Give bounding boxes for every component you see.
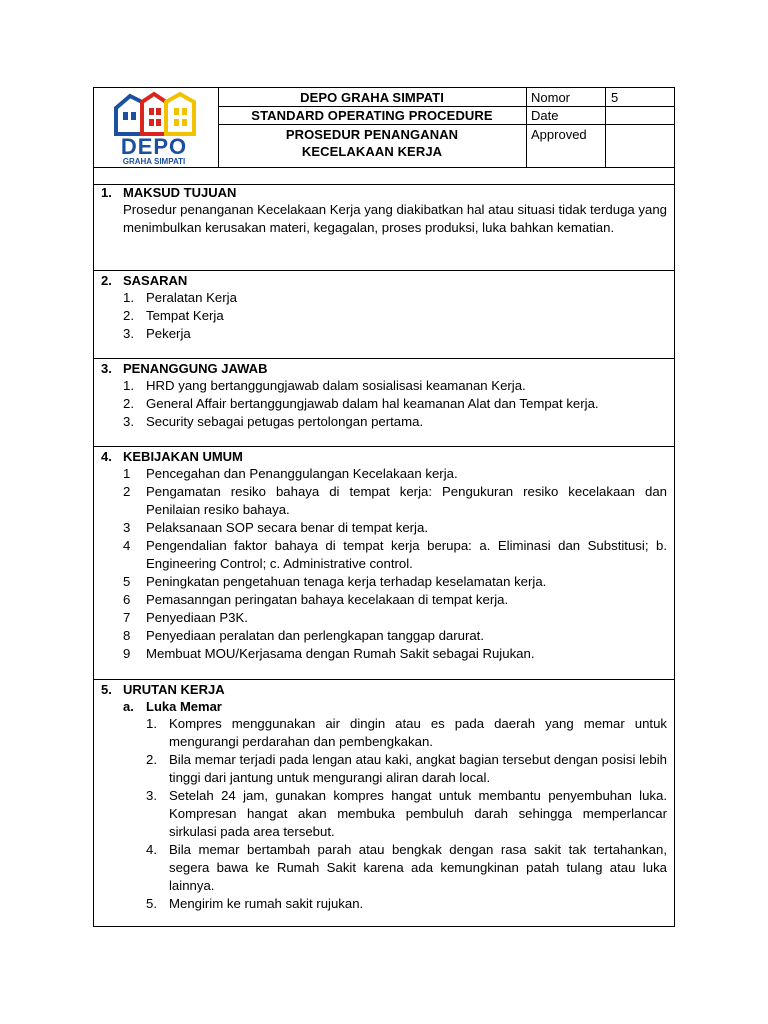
- divider: [218, 124, 674, 125]
- logo-sub-text: GRAHA SIMPATI: [122, 157, 186, 166]
- list-item: 1. HRD yang bertanggungjawab dalam sosialisasi keamanan Kerja.: [123, 378, 526, 393]
- section-sasaran: [94, 272, 674, 358]
- sop-document: [93, 87, 675, 927]
- section-heading: 2. SASARAN: [101, 273, 188, 288]
- list-item: 3. Security sebagai petugas pertolongan pertama.: [123, 414, 424, 429]
- list-item: 1 Pencegahan dan Penanggulangan Kecelakaan kerja.: [123, 466, 458, 481]
- list-item: 3. Setelah 24 jam, gunakan kompres hangat untuk membantu penyembuhan luka. Kompresan hangat akan membuka pembuluh darah sehingga memperlancar sirkulasi pada area tersebut.: [146, 788, 667, 839]
- list-item: 3. Pekerja: [123, 326, 191, 341]
- list-item: 2. Bila memar terjadi pada lengan atau kaki, angkat bagian tersebut dengan posisi lebih tinggi dari jantung untuk mengurangi aliran darah local.: [146, 752, 667, 785]
- section-heading: 5. URUTAN KERJA: [101, 682, 225, 697]
- divider: [94, 446, 674, 447]
- divider: [94, 270, 674, 271]
- section-heading: 4. KEBIJAKAN UMUM: [101, 449, 243, 464]
- target-list: [123, 289, 667, 343]
- list-item: 5. Mengirim ke rumah sakit rujukan.: [146, 896, 364, 911]
- house-logo-icon: [94, 88, 218, 168]
- meta-label-approved: Approved: [531, 127, 587, 142]
- meta-label-date: Date: [531, 108, 559, 123]
- procedure-list: [146, 715, 667, 913]
- company-logo: [94, 88, 218, 168]
- list-item: 8 Penyediaan peralatan dan perlengkapan tanggap darurat.: [123, 628, 485, 643]
- list-item: 3 Pelaksanaan SOP secara benar di tempat kerja.: [123, 520, 428, 535]
- document-type: STANDARD OPERATING PROCEDURE: [251, 108, 493, 123]
- section-paragraph: Prosedur penanganan Kecelakaan Kerja yang diakibatkan hal atau situasi tidak terduga yang menimbulkan kerusakan materi, kegagalan, proses produksi, luka bahkan kematian.: [123, 202, 667, 235]
- divider: [605, 88, 606, 168]
- section-maksud-tujuan: [94, 184, 674, 270]
- section-heading: 3. PENANGGUNG JAWAB: [101, 361, 268, 376]
- list-item: 2. General Affair bertanggungjawab dalam hal keamanan Alat dan Tempat kerja.: [123, 396, 599, 411]
- responsibility-list: [123, 377, 667, 431]
- document-title: PROSEDUR PENANGANAN KECELAKAAN KERJA: [285, 127, 459, 159]
- list-item: 1. Peralatan Kerja: [123, 290, 237, 305]
- meta-value-nomor: 5: [611, 90, 619, 105]
- list-item: 4 Pengendalian faktor bahaya di tempat kerja berupa: a. Eliminasi dan Substitusi; b. Engineering Control; c. Administrative control.: [123, 538, 667, 571]
- list-item: 1. Kompres menggunakan air dingin atau es pada daerah yang memar untuk mengurangi perdarahan dan pembengkakan.: [146, 716, 667, 749]
- company-name: DEPO GRAHA SIMPATI: [300, 90, 444, 105]
- divider: [94, 679, 674, 680]
- meta-label-nomor: Nomor: [531, 90, 571, 105]
- list-item: 7 Penyediaan P3K.: [123, 610, 248, 625]
- divider: [94, 167, 674, 168]
- document-header: [94, 88, 674, 168]
- list-item: 5 Peningkatan pengetahuan tenaga kerja terhadap keselamatan kerja.: [123, 574, 547, 589]
- list-item: 2 Pengamatan resiko bahaya di tempat kerja: Pengukuran resiko kecelakaan dan Penilaian resiko bahaya.: [123, 484, 667, 517]
- section-urutan-kerja: [94, 681, 674, 921]
- policy-list: [123, 465, 667, 663]
- section-kebijakan-umum: [94, 448, 674, 678]
- divider: [526, 88, 527, 168]
- list-item: 6 Pemasanngan peringatan bahaya kecelakaan di tempat kerja.: [123, 592, 509, 607]
- subsection-heading: a. Luka Memar: [123, 699, 222, 714]
- section-heading: 1. MAKSUD TUJUAN: [101, 185, 237, 200]
- list-item: 9 Membuat MOU/Kerjasama dengan Rumah Sakit sebagai Rujukan.: [123, 646, 535, 661]
- list-item: 4. Bila memar bertambah parah atau bengkak dengan rasa sakit tak tertahankan, segera bawa ke Rumah Sakit karena ada kemungkinan patah tulang atau luka lainnya.: [146, 842, 667, 893]
- logo-brand-text: DEPO: [120, 134, 188, 159]
- divider: [94, 358, 674, 359]
- list-item: 2. Tempat Kerja: [123, 308, 224, 323]
- section-penanggung-jawab: [94, 360, 674, 446]
